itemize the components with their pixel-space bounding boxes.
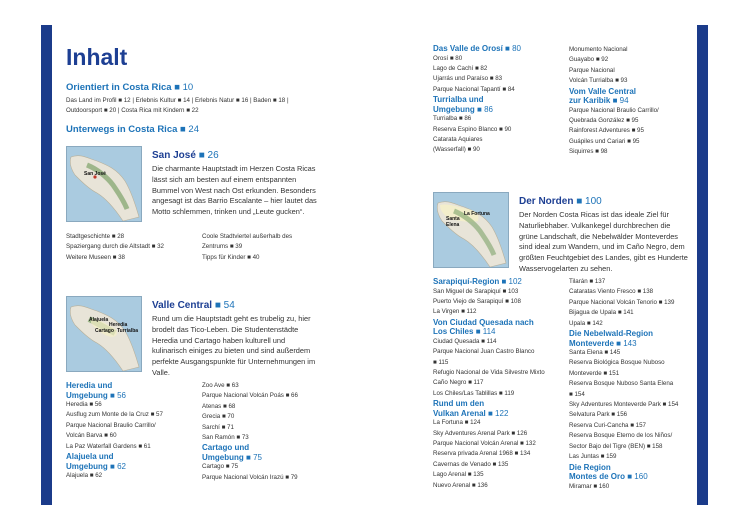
list-item[interactable]: Grecia ■ 70 [202,413,235,421]
list-item[interactable]: Volcán Turrialba ■ 93 [569,77,628,85]
list-item[interactable]: Upala ■ 142 [569,319,603,327]
list-item[interactable]: Reserva privada Arenal 1968 ■ 134 [433,450,531,458]
list-item[interactable]: Reserva Espino Blanco ■ 90 [433,125,512,133]
list-item[interactable]: Tipps für Kinder ■ 40 [202,253,260,261]
left-col-bottom [66,381,194,481]
list-item[interactable]: Los Chiles/Las Tablillas ■ 119 [433,389,515,397]
list-item[interactable]: Lago Arenal ■ 135 [433,471,484,479]
list-item[interactable]: Miramar ■ 160 [569,482,610,490]
valle-central-description: Rund um die Hauptstadt geht es trubelig zu, hier brodelt das Tico-Leben. Die Studentenstädte Heredia und Cartago haben kulturell und kulinarisch einiges zu bieten und sind außerdem perfekte Ausgangspunkte für Unternehmungen im Valle. [152,314,316,377]
list-item[interactable]: Monumento Nacional [569,46,628,53]
section-alajuela-label: Alajuela und [66,452,114,462]
section-der-norden-page: ■ 100 [576,196,602,207]
list-item[interactable]: Zentrums ■ 39 [202,243,243,251]
list-item[interactable]: Spaziergang durch die Altstadt ■ 32 [66,243,164,251]
san-jose-list-right [202,232,292,263]
list-item[interactable]: Caño Negro ■ 117 [433,379,484,387]
list-item[interactable]: Ausflug zum Monte de la Cruz ■ 57 [66,411,163,419]
map-valle-central [66,296,142,372]
section-quesada-page: ■ 114 [475,327,496,337]
list-item[interactable]: Quebrada González ■ 95 [569,117,639,125]
page-title: Inhalt [66,44,128,70]
section-cartago-page: ■ 75 [246,452,262,462]
section-arenal-label2: Vulkan Arenal [433,408,486,418]
section-alajuela-label2: Umgebung [66,461,108,471]
list-item[interactable]: Parque Nacional Tapantí ■ 84 [433,85,515,93]
list-item[interactable]: Las Juntas ■ 159 [569,453,617,461]
section-orosi-page: ■ 80 [505,44,521,53]
list-item[interactable]: Heredia ■ 56 [66,401,102,408]
section-cartago[interactable] [202,443,330,462]
der-norden-description: Der Norden Costa Ricas ist das ideale Ziel für Naturliebhaber. Vulkankegel durchbrechen die grüne Landschaft, die Nebelwälder Monteverdes sind ideal zum Wandern, und im Caño Negro, dem größten Feuchtgebiet des Landes, gibt es Hunderte Wasservogelarten zu sehen. [519,210,688,273]
section-orientiert[interactable] [66,82,193,93]
section-heredia[interactable] [66,381,194,400]
list-item[interactable]: Parque Nacional Volcán Tenorio ■ 139 [569,298,675,306]
list-item[interactable]: Monteverde ■ 151 [569,369,620,377]
section-karibik-page: ■ 94 [612,96,629,106]
map-der-norden [433,192,509,268]
list-item[interactable]: Volcán Barva ■ 60 [66,432,117,440]
section-unterwegs-label: Unterwegs in Costa Rica [66,124,178,135]
section-heredia-label2: Umgebung [66,390,108,400]
list-item[interactable]: San Miguel de Sarapiquí ■ 103 [433,287,519,295]
section-orientiert-page: ■ 10 [174,82,194,93]
map-label-heredia: Heredia [109,322,128,328]
list-item[interactable]: Guayabo ■ 92 [569,56,609,64]
list-item[interactable]: Refugio Nacional de Vida Silvestre Mixto [433,368,545,376]
list-item[interactable]: Sarchí ■ 71 [202,423,234,431]
section-cartago-label: Cartago und [202,443,250,453]
section-cartago-label2: Umgebung [202,452,244,462]
section-karibik[interactable] [569,87,694,106]
mid-col-bottom [202,381,330,483]
list-item[interactable]: Lago de Cachí ■ 82 [433,64,488,72]
list-item[interactable]: Reserva Biológica Bosque Nuboso [569,359,665,367]
list-item[interactable]: Parque Nacional Braulio Carrillo/ [569,106,659,114]
list-item[interactable]: Nuevo Arenal ■ 136 [433,481,488,489]
section-karibik-label: Vom Valle Central [569,86,636,96]
section-alajuela[interactable] [66,452,194,471]
right-bottom-right-col [569,277,694,492]
list-item[interactable]: Tilarán ■ 137 [569,278,606,285]
section-montes-de-oro[interactable] [569,463,694,482]
section-valle-central-page: ■ 54 [214,300,235,311]
section-arenal-page: ■ 122 [488,408,509,418]
section-turrialba-label2: Umgebung [433,104,475,114]
section-alajuela-page: ■ 62 [110,461,126,471]
section-san-jose[interactable] [152,150,219,161]
section-san-jose-page: ■ 26 [198,150,219,161]
list-item[interactable]: Santa Elena ■ 145 [569,349,621,357]
map-label-la-fortuna: La Fortuna [464,211,490,217]
list-item[interactable]: Zoo Ave ■ 63 [202,382,239,389]
section-quesada[interactable] [433,318,565,337]
section-arenal[interactable] [433,399,565,418]
section-arenal-label: Rund um den [433,399,485,409]
section-nebelwald[interactable] [569,329,694,348]
list-item[interactable]: ■ 115 [433,358,449,366]
map-label-santa-elena: Santa Elena [446,216,460,228]
list-item[interactable]: Parque Nacional Volcán Arenal ■ 132 [433,439,536,447]
map-label-turrialba: Turrialba [117,328,139,334]
list-item[interactable]: Cartago ■ 75 [202,463,239,471]
list-item[interactable]: Puerto Viejo de Sarapiquí ■ 108 [433,297,521,305]
list-item[interactable]: (Wasserfall) ■ 90 [433,146,480,154]
section-montes-label: Die Region [569,462,611,472]
list-item[interactable]: Guápiles und Cariari ■ 95 [569,137,640,145]
section-nebelwald-label: Die Nebelwald-Region [569,329,654,339]
section-san-jose-title: San José [152,150,196,161]
section-nebelwald-label2: Monteverde [569,338,614,348]
section-montes-page: ■ 160 [627,472,648,481]
section-sarapiqui[interactable] [433,277,565,287]
right-top-left-col [433,44,563,156]
map-label-cartago: Cartago [95,328,114,334]
list-item[interactable]: Catarata Aquiares [433,135,483,143]
list-item[interactable]: Alajuela ■ 62 [66,472,103,480]
list-item[interactable]: Parque Nacional Juan Castro Blanco [433,348,535,356]
list-item[interactable]: Sector Bajo del Tigre (BEN) ■ 158 [569,442,663,450]
right-top-right-col [569,45,694,158]
list-item[interactable]: Parque Nacional Volcán Irazú ■ 79 [202,473,298,481]
right-page-edge-bar [697,25,708,505]
list-item[interactable]: Cavernas de Venado ■ 135 [433,460,509,468]
right-bottom-left-col [433,277,565,491]
list-item[interactable]: Reserva Curi-Cancha ■ 157 [569,421,646,429]
list-item[interactable]: Parque Nacional Volcán Poás ■ 66 [202,392,298,400]
list-item[interactable]: Rainforest Adventures ■ 95 [569,127,644,135]
list-item[interactable]: Bijagua de Upala ■ 141 [569,309,634,317]
list-item[interactable]: Selvatura Park ■ 156 [569,411,628,419]
section-turrialba-label: Turrialba und [433,95,484,105]
section-quesada-label2: Los Chiles [433,327,474,337]
list-item[interactable]: Turrialba ■ 86 [433,115,472,123]
section-orosi[interactable] [433,44,563,54]
section-heredia-label: Heredia und [66,381,113,390]
list-item[interactable]: ■ 154 [569,390,585,398]
section-karibik-label2: zur Karibik [569,96,611,106]
san-jose-description: Die charmante Hauptstadt im Herzen Costa Ricas lässt sich am besten auf einem entspannten Bummel von West nach Ost erkunden. Besonders angesagt ist das Barrio Escalante – hier lautet das Motto schlemmen, trinken und „Leute gucken“. [152,164,317,217]
list-item[interactable]: Ujarrás und Paraíso ■ 83 [433,75,503,83]
section-unterwegs[interactable] [66,124,199,135]
list-item[interactable]: Orosí ■ 80 [433,54,463,62]
list-item[interactable]: Stadtgeschichte ■ 28 [66,233,125,240]
list-item[interactable]: La Paz Waterfall Gardens ■ 61 [66,442,151,450]
orientiert-list [66,96,289,117]
list-item[interactable]: La Fortuna ■ 124 [433,419,481,427]
san-jose-list-left [66,232,164,263]
section-sarapiqui-page: ■ 102 [501,277,522,286]
section-der-norden-title: Der Norden [519,196,574,207]
section-valle-central-title: Valle Central [152,300,213,311]
list-item[interactable]: Parque Nacional [569,66,615,74]
section-sarapiqui-label: Sarapiquí-Region [433,277,500,286]
section-unterwegs-page: ■ 24 [180,124,199,135]
section-der-norden[interactable] [519,196,602,207]
map-label-alajuela: Alajuela [89,317,109,323]
section-orientiert-label: Orientiert in Costa Rica [66,82,172,93]
list-item[interactable]: Coole Stadtviertel außerhalb des [202,233,293,240]
section-turrialba-page: ■ 86 [477,104,493,114]
list-item[interactable]: Cataratas Viento Fresco ■ 138 [569,288,654,296]
section-montes-label2: Montes de Oro [569,472,626,481]
list-item[interactable]: La Virgen ■ 112 [433,308,477,316]
list-item[interactable]: Sky Adventures Arenal Park ■ 126 [433,429,528,437]
list-item[interactable]: Siquirres ■ 98 [569,148,608,156]
section-quesada-label: Von Ciudad Quesada nach [433,317,534,327]
section-nebelwald-page: ■ 143 [616,338,637,348]
section-valle-central[interactable] [152,300,235,311]
section-orosi-label: Das Valle de Orosí [433,44,503,53]
section-turrialba[interactable] [433,95,563,114]
orientiert-line: Das Land im Profil ■ 12 | Erlebnis Kultur ■ 14 | Erlebnis Natur ■ 16 | Baden ■ 18 | [66,97,289,104]
left-page-edge-bar [41,25,52,505]
list-item[interactable]: Reserva Bosque Nuboso Santa Elena [569,380,674,388]
list-item[interactable]: Ciudad Quesada ■ 114 [433,337,497,345]
list-item[interactable]: San Ramón ■ 73 [202,434,249,442]
list-item[interactable]: Atenas ■ 68 [202,402,236,410]
map-san-jose [66,146,142,222]
list-item[interactable]: Parque Nacional Braulio Carrillo/ [66,421,156,429]
map-label-san-jose: San José [84,171,106,177]
section-heredia-page: ■ 56 [110,390,126,400]
list-item[interactable]: Weitere Museen ■ 38 [66,253,125,261]
list-item[interactable]: Sky Adventures Monteverde Park ■ 154 [569,401,679,409]
orientiert-line: Outdoorsport ■ 20 | Costa Rica mit Kindern ■ 22 [66,107,199,115]
list-item[interactable]: Reserva Bosque Eterno de los Niños/ [569,432,673,440]
